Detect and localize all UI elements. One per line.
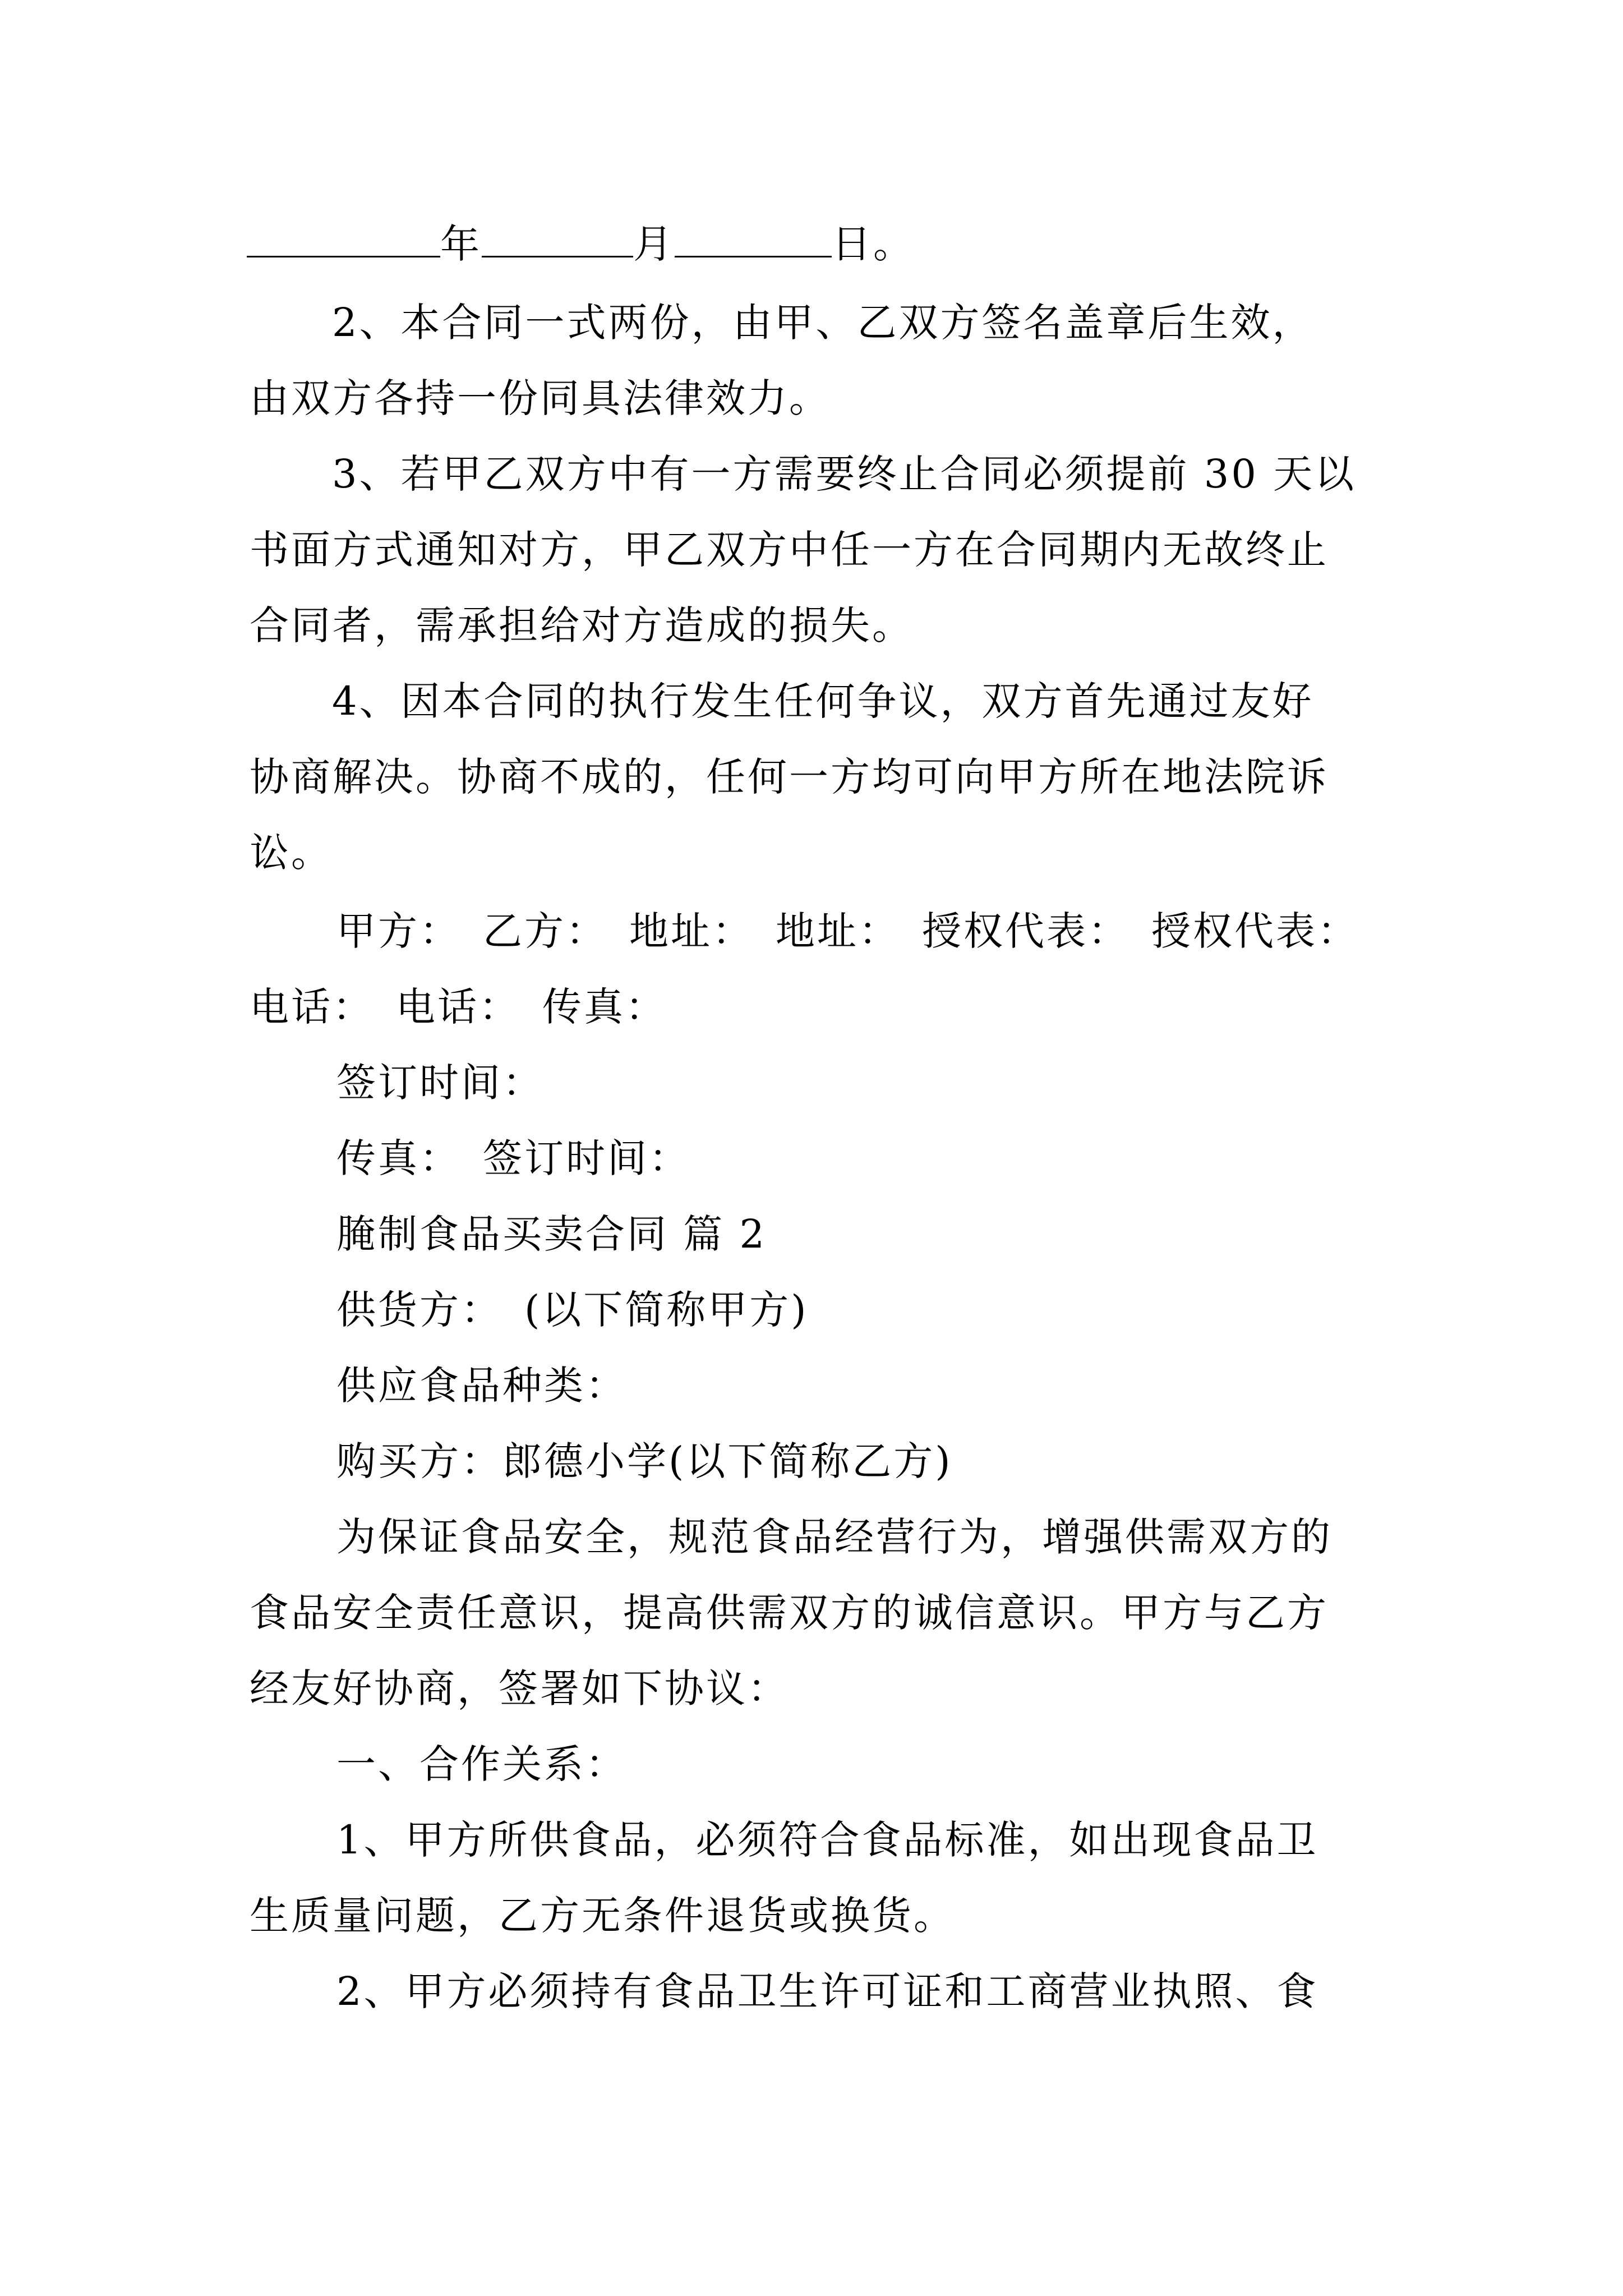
day-blank	[675, 221, 832, 257]
clause-2-line-1: 2、本合同一式两份，由甲、乙双方签名盖章后生效，	[332, 300, 1314, 346]
clause-3-line-3: 合同者，需承担给对方造成的损失。	[250, 602, 914, 648]
food-type-line: 供应食品种类：	[336, 1363, 627, 1409]
intro-line-2: 食品安全责任意识，提高供需双方的诚信意识。甲方与乙方	[250, 1590, 1329, 1636]
clause-3-line-1: 3、若甲乙双方中有一方需要终止合同必须提前 30 天以	[332, 451, 1357, 497]
heading-cooperation: 一、合作关系：	[336, 1741, 627, 1787]
month-blank	[482, 221, 633, 257]
year-blank	[247, 221, 440, 257]
intro-line-3: 经友好协商，签署如下协议：	[250, 1665, 789, 1711]
clause-4-line-3: 讼。	[250, 830, 333, 876]
day-label: 日。	[832, 221, 915, 267]
sign-time: 签订时间：	[336, 1060, 544, 1106]
buyer-line: 购买方：郎德小学(以下简称乙方)	[336, 1438, 953, 1484]
parties-line-2: 电话： 电话： 传真：	[250, 984, 667, 1030]
clause-2-line-2: 由双方各持一份同具法律效力。	[250, 375, 831, 421]
section-title: 腌制食品买卖合同 篇 2	[336, 1211, 767, 1257]
intro-line-1: 为保证食品安全，规范食品经营行为，增强供需双方的	[336, 1514, 1332, 1560]
item-1-line-1: 1、甲方所供食品，必须符合食品标准，如出现食品卫	[336, 1817, 1318, 1863]
clause-4-line-1: 4、因本合同的执行发生任何争议，双方首先通过友好	[332, 678, 1314, 724]
year-label: 年	[440, 221, 482, 267]
date-line	[247, 216, 915, 272]
supplier-line: 供货方： (以下简称甲方)	[336, 1287, 809, 1333]
fax-sign-time: 传真： 签订时间：	[336, 1135, 690, 1181]
clause-4-line-2: 协商解决。协商不成的，任何一方均可向甲方所在地法院诉	[250, 754, 1329, 800]
parties-line-1: 甲方： 乙方： 地址： 地址： 授权代表： 授权代表：	[336, 908, 1359, 954]
item-1-line-2: 生质量问题，乙方无条件退货或换货。	[250, 1893, 955, 1939]
clause-3-line-2: 书面方式通知对方，甲乙双方中任一方在合同期内无故终止	[250, 527, 1329, 573]
item-2-line-1: 2、甲方必须持有食品卫生许可证和工商营业执照、食	[336, 1968, 1318, 2014]
month-label: 月	[633, 221, 675, 267]
